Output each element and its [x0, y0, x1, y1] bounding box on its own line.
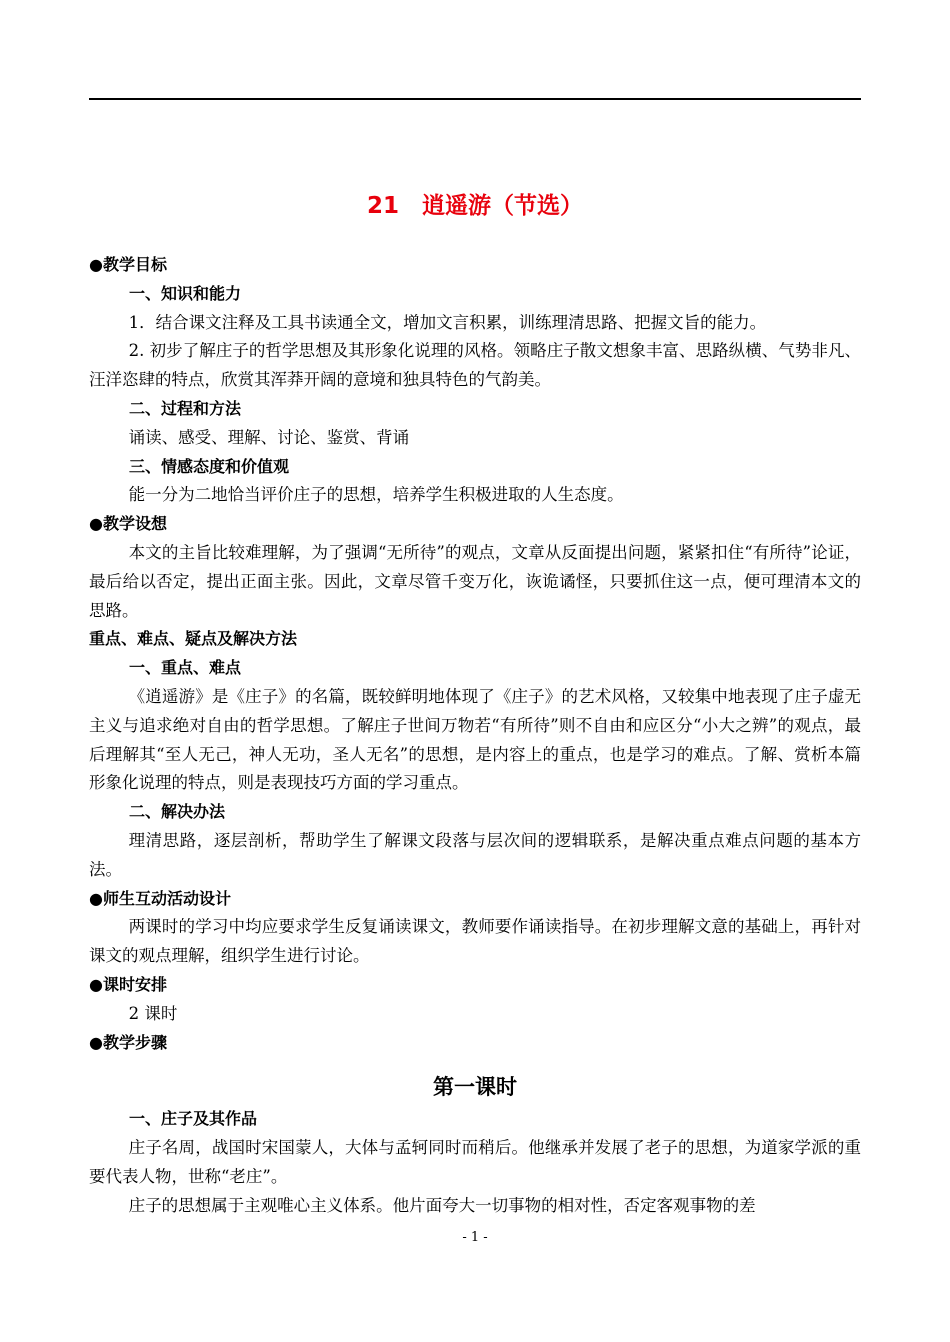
section-heading-goals: ●教学目标: [89, 255, 167, 274]
paragraph: 能一分为二地恰当评价庄子的思想，培养学生积极进取的人生态度。: [128, 485, 624, 505]
page-title: 21 逍遥游（节选）: [366, 193, 583, 219]
page-number: - 1 -: [462, 1230, 488, 1245]
section-heading-steps: ●教学步骤: [89, 1032, 167, 1052]
section-heading-schedule: ●课时安排: [89, 974, 167, 994]
section-heading-concept: ●教学设想: [89, 514, 167, 534]
document-body: [89, 251, 861, 1221]
section-heading-keypoints: 重点、难点、疑点及解决方法: [89, 629, 298, 649]
paragraph: 两课时的学习中均应要求学生反复诵读课文，教师要作诵读指导。在初步理解文意的基础上，再针对课文的观点理解，组织学生进行讨论。: [89, 917, 861, 966]
subheading-zhuangzi: 一、庄子及其作品: [129, 1109, 258, 1129]
subheading-knowledge: 一、知识和能力: [129, 283, 242, 303]
lesson-heading: 第一课时: [433, 1075, 517, 1100]
paragraph: 本文的主旨比较难理解，为了强调“无所待”的观点，文章从反面提出问题，紧紧扣住“有所待”论证，最后给以否定，提出正面主张。因此，文章尽管千变万化，诙诡谲怪，只要抓住这一点，便可理清本文的思路。: [89, 542, 861, 620]
paragraph: 2 课时: [128, 1003, 178, 1023]
header-rule: [89, 98, 861, 100]
subheading-emotion: 三、情感态度和价值观: [129, 456, 290, 476]
paragraph: 庄子名周，战国时宋国蒙人，大体与孟轲同时而稍后。他继承并发展了老子的思想，为道家学派的重要代表人物，世称“老庄”。: [89, 1138, 861, 1186]
section-heading-interaction: ●师生互动活动设计: [89, 888, 231, 908]
paragraph: 理清思路，逐层剖析，帮助学生了解课文段落与层次间的逻辑联系，是解决重点难点问题的基本方法。: [89, 830, 861, 879]
paragraph: 《逍遥游》是《庄子》的名篇，既较鲜明地体现了《庄子》的艺术风格，又较集中地表现了庄子虚无主义与追求绝对自由的哲学思想。了解庄子世间万物若“有所待”则不自由和应区分“小大之辨”的观点，最后理解其“至人无己，神人无功，圣人无名”的思想，是内容上的重点，也是学习的难点。了解、赏析本篇形象化说理的特点，则是表现技巧方面的学习重点。: [89, 686, 861, 793]
paragraph: 1．结合课文注释及工具书读通全文，增加文言积累，训练理清思路、把握文旨的能力。: [128, 312, 767, 332]
subheading-process: 二、过程和方法: [129, 398, 242, 418]
subheading-focus: 一、重点、难点: [129, 658, 242, 678]
paragraph: 庄子的思想属于主观唯心主义体系。他片面夸大一切事物的相对性，否定客观事物的差: [128, 1195, 756, 1215]
subheading-solution: 二、解决办法: [129, 802, 226, 822]
paragraph: 诵读、感受、理解、讨论、鉴赏、背诵: [128, 427, 410, 447]
paragraph: 2. 初步了解庄子的哲学思想及其形象化说理的风格。领略庄子散文想象丰富、思路纵横、气势非凡、汪洋恣肆的特点，欣赏其浑莽开阔的意境和独具特色的气韵美。: [89, 341, 861, 390]
